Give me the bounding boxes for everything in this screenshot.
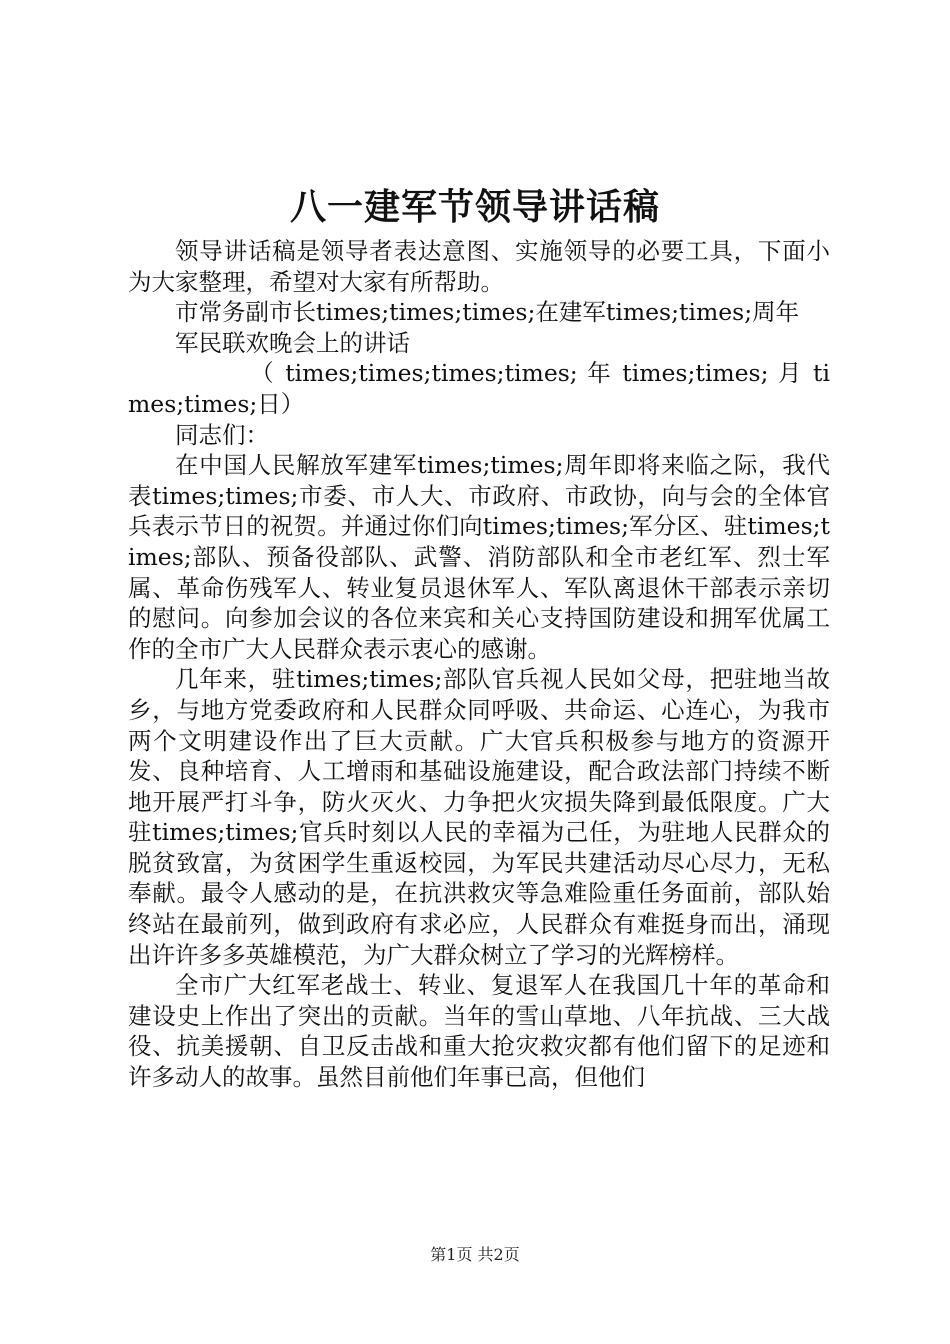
intro-paragraph: 领导讲话稿是领导者表达意图、实施领导的必要工具，下面小为大家整理，希望对大家有所帮助。 — [128, 237, 830, 296]
body-paragraph: 全市广大红军老战士、转业、复退军人在我国几十年的革命和建设史上作出了突出的贡献。当年的雪山草地、八年抗战、三大战役、抗美援朝、自卫反击战和重大抢灾救灾都有他们留下的足迹和许多动人的故事。虽然目前他们年事已高，但他们 — [128, 971, 830, 1092]
document-body — [128, 236, 830, 1093]
page-number-footer: 第1页 共2页 — [430, 1245, 520, 1264]
document-title: 八一建军节领导讲话稿 — [289, 186, 660, 228]
speech-occasion-line: 军民联欢晚会上的讲话 — [175, 328, 410, 357]
salutation: 同志们： — [175, 420, 269, 449]
body-paragraph: 几年来，驻times;times;部队官兵视人民如父母，把驻地当故乡，与地方党委政府和人民群众同呼吸、共命运、心连心，为我市两个文明建设作出了巨大贡献。广大官兵积极参与地方的资源开发、良种培育、人工增雨和基础设施建设，配合政法部门持续不断地开展严打斗争，防火灭火、力争把火灾损失降到最低限度。广大驻times;times;官兵时刻以人民的幸福为己任，为驻地人民群众的脱贫致富，为贫困学生重返校园，为军民共建活动尽心尽力，无私奉献。最令人感动的是，在抗洪救灾等急难险重任务面前，部队始终站在最前列，做到政府有求必应，人民群众有难挺身而出，涌现出许许多多英雄模范，为广大群众树立了学习的光辉榜样。 — [128, 665, 830, 969]
speech-date-line: （ times;times;times;times; 年 times;times; 月 times;times;日） — [128, 359, 830, 418]
speaker-line: 市常务副市长times;times;times;在建军times;times;周年 — [175, 298, 800, 327]
body-paragraph: 在中国人民解放军建军times;times;周年即将来临之际，我代表times;times;市委、市人大、市政府、市政协，向与会的全体官兵表示节日的祝贺。并通过你们向times;times;军分区、驻times;times;部队、预备役部队、武警、消防部队和全市老红军、烈士军属、革命伤残军人、转业复员退休军人、军队离退休干部表示亲切的慰问。向参加会议的各位来宾和关心支持国防建设和拥军优属工作的全市广大人民群众表示衷心的感谢。 — [128, 451, 830, 663]
